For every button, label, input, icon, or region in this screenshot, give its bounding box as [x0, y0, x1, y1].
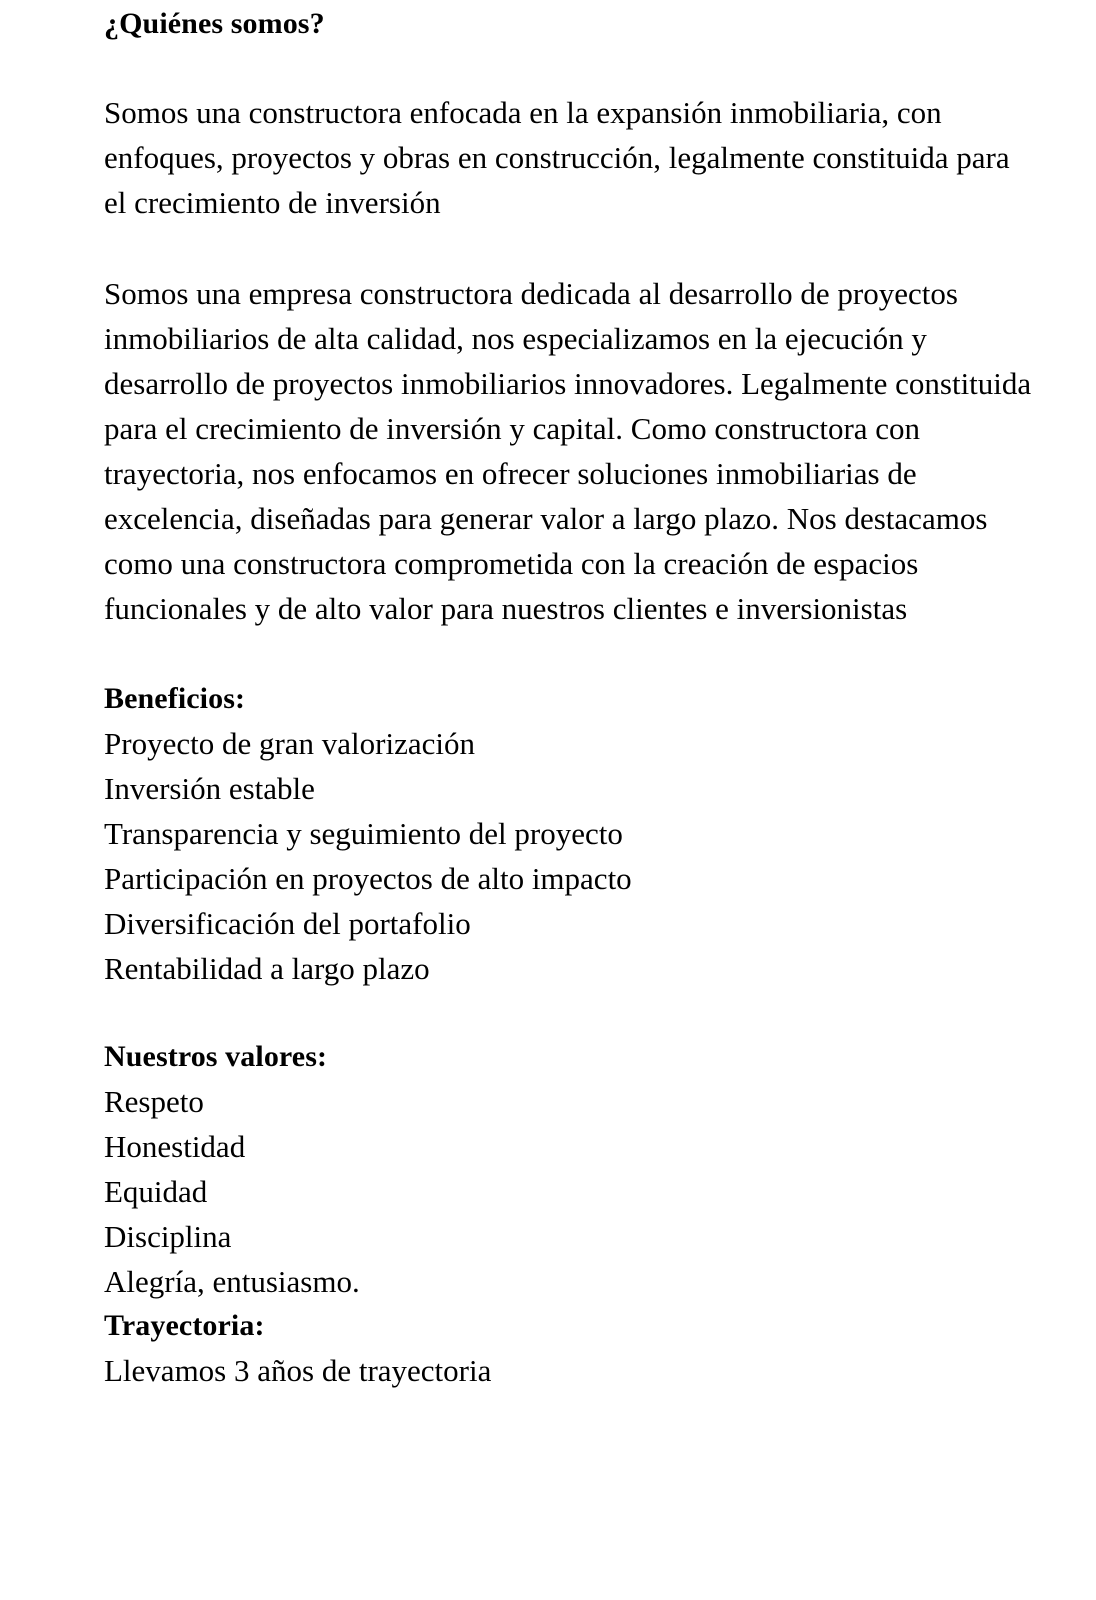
- spacer: [104, 225, 1034, 271]
- spacer: [104, 991, 1034, 1035]
- list-item: Transparencia y seguimiento del proyecto: [104, 816, 623, 851]
- benefits-section: [104, 677, 1034, 991]
- values-section: [104, 1035, 1034, 1304]
- list-item: Honestidad: [104, 1129, 246, 1164]
- track-record-heading: Trayectoria:: [104, 1309, 265, 1342]
- list-item: Equidad: [104, 1174, 208, 1209]
- values-list: [104, 1079, 1034, 1304]
- list-item: Alegría, entusiasmo.: [104, 1264, 360, 1299]
- benefits-list: [104, 721, 1034, 991]
- list-item: Rentabilidad a largo plazo: [104, 951, 430, 986]
- list-item: Participación en proyectos de alto impacto: [104, 861, 632, 896]
- page-title: ¿Quiénes somos?: [104, 7, 325, 40]
- list-item: Respeto: [104, 1084, 204, 1119]
- benefits-heading: Beneficios:: [104, 682, 246, 715]
- list-item: Diversificación del portafolio: [104, 906, 471, 941]
- values-heading: Nuestros valores:: [104, 1040, 328, 1073]
- spacer: [104, 631, 1034, 677]
- list-item: Inversión estable: [104, 771, 315, 806]
- intro-paragraph: Somos una constructora enfocada en la expansión inmobiliaria, con enfoques, proyectos y obras en construcción, legalmente constituida para el crecimiento de inversión: [104, 95, 1018, 220]
- spacer: [104, 44, 1034, 90]
- track-record-section: [104, 1304, 1034, 1393]
- document-body: [104, 4, 1039, 1393]
- about-paragraph: Somos una empresa constructora dedicada al desarrollo de proyectos inmobiliarios de alta calidad, nos especializamos en la ejecución y desarrollo de proyectos inmobiliarios innovadores. Legalmente constituida para el crecimiento de inversión y capital. Como constructora con trayectoria, nos enfocamos en ofrecer soluciones inmobiliarias de excelencia, diseñadas para generar valor a largo plazo. Nos destacamos como una constructora comprometida con la creación de espacios funcionales y de alto valor para nuestros clientes e inversionistas: [104, 276, 1039, 626]
- track-record-text: Llevamos 3 años de trayectoria: [104, 1353, 492, 1388]
- list-item: Proyecto de gran valorización: [104, 726, 475, 761]
- list-item: Disciplina: [104, 1219, 232, 1254]
